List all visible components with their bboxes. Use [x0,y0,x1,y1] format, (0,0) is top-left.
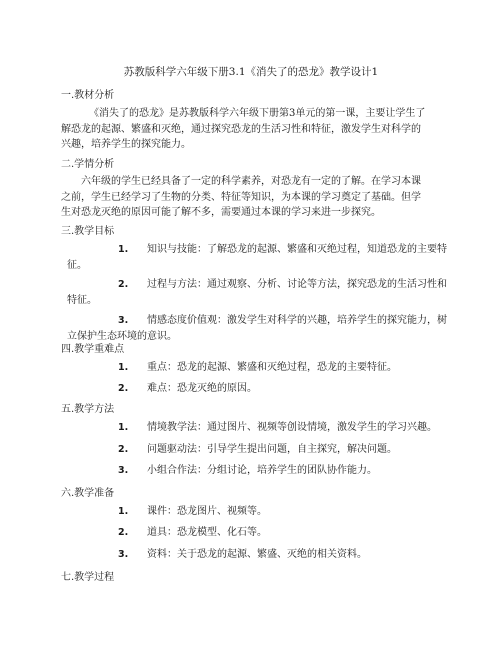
item-text: 过程与方法：通过观察、分析、讨论等方法，探究恐龙的生活习性和 [147,279,447,290]
section-paragraph-2 [61,174,441,221]
item-number: 3. [118,465,129,476]
item-text: 小组合作法：分组讨论，培养学生的团队协作能力。 [147,465,377,476]
item-number: 2. [118,527,129,538]
section-heading-2: 二.学情分析 [61,159,115,170]
item-text-cont: 立保护生态环境的意识。 [67,330,177,342]
item-text: 问题驱动法：引导学生提出问题，自主探究，解决问题。 [147,444,397,455]
paragraph-line: 解恐龙的起源、繁盛和灭绝，通过探究恐龙的生活习性和特征，激发学生对科学的 [61,123,421,135]
list-item [61,547,441,563]
item-text: 道具：恐龙模型、化石等。 [147,527,267,538]
item-number: 2. [118,444,129,455]
section-heading-3: 三.教学目标 [61,226,115,237]
item-number: 1. [118,244,129,255]
list-item [61,504,441,520]
list-item [61,360,441,376]
paragraph-line: 之前，学生已经学习了生物的分类、特征等知识，为本课的学习奠定了基础。但学 [61,191,421,203]
paragraph-line: 生对恐龙灭绝的原因可能了解不多，需要通过本课的学习来进一步探究。 [61,207,381,218]
section-heading-7: 七.教学过程 [61,572,115,583]
item-text: 难点：恐龙灭绝的原因。 [147,383,257,394]
item-number: 3. [118,315,129,326]
item-text: 资料：关于恐龙的起源、繁盛、灭绝的相关资料。 [147,549,367,560]
item-text: 情感态度价值观：激发学生对科学的兴趣，培养学生的探究能力，树 [147,315,447,326]
list-item [61,313,447,344]
paragraph-line: 《消失了的恐龙》是苏教版科学六年级下册第3单元的第一课，主要让学生了 [89,108,426,119]
list-item [61,463,441,479]
section-heading-6: 六.教学准备 [61,488,115,499]
item-text-cont: 特征。 [67,294,97,306]
section-heading-1: 一.教材分析 [61,90,115,101]
item-number: 2. [118,383,129,394]
item-number: 1. [118,362,129,373]
list-item [61,381,441,397]
list-item [61,242,447,273]
section-paragraph-1 [61,106,441,153]
list-item [61,277,447,308]
paragraph-line: 六年级的学生已经具备了一定的科学素养，对恐龙有一定的了解。在学习本课 [81,176,421,187]
list-item [61,442,441,458]
document-title: 苏教版科学六年级下册3.1《消失了的恐龙》教学设计1 [123,66,379,78]
item-text: 重点：恐龙的起源、繁盛和灭绝过程，恐龙的主要特征。 [147,362,397,373]
item-number: 1. [118,506,129,517]
paragraph-line: 兴趣，培养学生的探究能力。 [61,139,191,150]
list-item [61,420,441,436]
item-text: 情境教学法：通过图片、视频等创设情境，激发学生的学习兴趣。 [147,422,437,433]
item-text-cont: 征。 [67,259,87,271]
item-number: 1. [118,422,129,433]
item-number: 2. [118,279,129,290]
section-heading-5: 五.教学方法 [61,404,115,415]
section-heading-4: 四.教学重难点 [61,344,125,355]
item-text: 课件：恐龙图片、视频等。 [147,506,267,517]
item-number: 3. [118,549,129,560]
item-text: 知识与技能：了解恐龙的起源、繁盛和灭绝过程，知道恐龙的主要特 [147,244,447,255]
list-item [61,525,441,541]
